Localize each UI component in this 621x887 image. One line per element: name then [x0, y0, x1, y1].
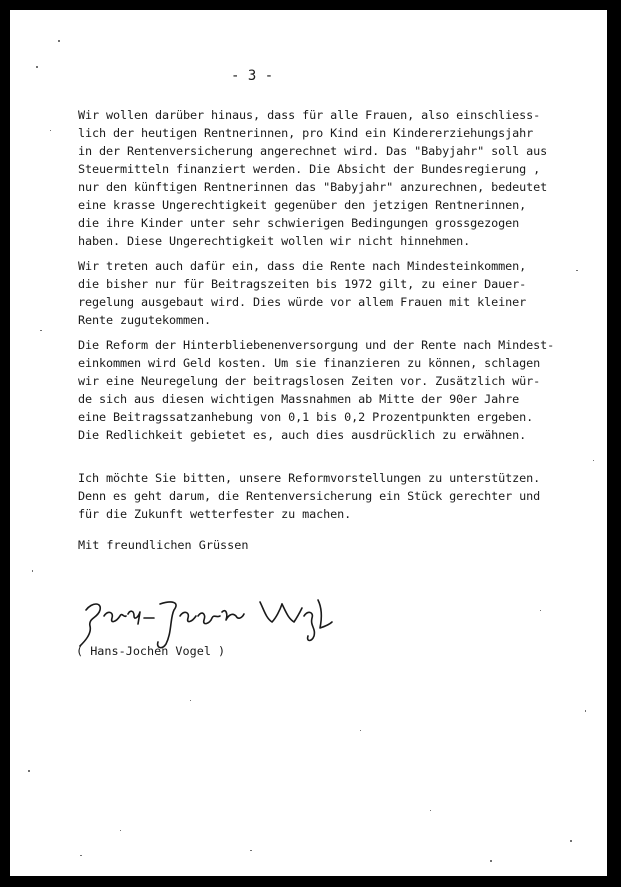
- scan-speck: [576, 270, 578, 271]
- text-line: haben. Diese Ungerechtigkeit wollen wir nicht hinnehmen.: [78, 234, 471, 248]
- text-line: Die Redlichkeit gebietet es, auch dies ausdrücklich zu erwähnen.: [78, 428, 527, 442]
- scan-speck: [120, 830, 121, 831]
- paragraph-mindesteinkommen: [78, 257, 598, 329]
- scan-speck: [36, 66, 38, 68]
- scan-speck: [430, 810, 431, 811]
- scan-speck: [80, 855, 82, 856]
- text-line: in der Rentenversicherung angerechnet wird. Das "Babyjahr" soll aus: [78, 144, 548, 158]
- page-number: - 3 -: [231, 68, 274, 84]
- scan-speck: [585, 710, 586, 712]
- text-line: Wir wollen darüber hinaus, dass für alle Frauen, also einschliess-: [78, 108, 541, 122]
- text-line: Die Reform der Hinterbliebenenversorgung und der Rente nach Mindest-: [78, 338, 555, 352]
- paragraph-finanzierung: [78, 336, 598, 444]
- handwritten-signature: [76, 588, 336, 652]
- scan-speck: [490, 860, 492, 862]
- text-line: Steuermitteln finanziert werden. Die Absicht der Bundesregierung ,: [78, 162, 541, 176]
- text-line: eine Beitragssatzanhebung von 0,1 bis 0,2 Prozentpunkten ergeben.: [78, 410, 534, 424]
- text-line: lich der heutigen Rentnerinnen, pro Kind ein Kindererziehungsjahr: [78, 126, 534, 140]
- text-line: Wir treten auch dafür ein, dass die Rente nach Mindesteinkommen,: [78, 259, 527, 273]
- scan-speck: [360, 730, 361, 731]
- letter-body: [78, 106, 598, 530]
- scan-speck: [570, 840, 572, 842]
- text-line: die bisher nur für Beitragszeiten bis 1972 gilt, zu einer Dauer-: [78, 277, 527, 291]
- text-line: de sich aus diesen wichtigen Massnahmen ab Mitte der 90er Jahre: [78, 392, 520, 406]
- text-line: Denn es geht darum, die Rentenversicherung ein Stück gerechter und: [78, 489, 541, 503]
- scan-speck: [58, 40, 60, 42]
- scan-speck: [540, 610, 541, 611]
- scan-speck: [32, 570, 33, 572]
- paragraph-bitte: [78, 469, 598, 523]
- scan-speck: [593, 460, 594, 461]
- letter-page: [10, 10, 607, 876]
- closing-salutation: Mit freundlichen Grüssen: [78, 538, 249, 552]
- text-line: Ich möchte Sie bitten, unsere Reformvorstellungen zu unterstützen.: [78, 471, 541, 485]
- text-line: eine krasse Ungerechtigkeit gegenüber den jetzigen Rentnerinnen,: [78, 198, 527, 212]
- scan-speck: [50, 130, 51, 131]
- scan-speck: [40, 330, 42, 331]
- scan-speck: [28, 770, 30, 772]
- text-line: die ihre Kinder unter sehr schwierigen Bedingungen grossgezogen: [78, 216, 520, 230]
- scan-speck: [250, 850, 252, 851]
- text-line: wir eine Neuregelung der beitragslosen Zeiten vor. Zusätzlich wür-: [78, 374, 541, 388]
- signer-name: ( Hans-Jochen Vogel ): [76, 644, 226, 658]
- text-line: Rente zugutekommen.: [78, 313, 212, 327]
- text-line: einkommen wird Geld kosten. Um sie finanzieren zu können, schlagen: [78, 356, 541, 370]
- paragraph-babyjahr: [78, 106, 598, 250]
- text-line: regelung ausgebaut wird. Dies würde vor allem Frauen mit kleiner: [78, 295, 527, 309]
- text-line: für die Zukunft wetterfester zu machen.: [78, 507, 352, 521]
- scan-speck: [190, 700, 191, 701]
- text-line: nur den künftigen Rentnerinnen das "Babyjahr" anzurechnen, bedeutet: [78, 180, 548, 194]
